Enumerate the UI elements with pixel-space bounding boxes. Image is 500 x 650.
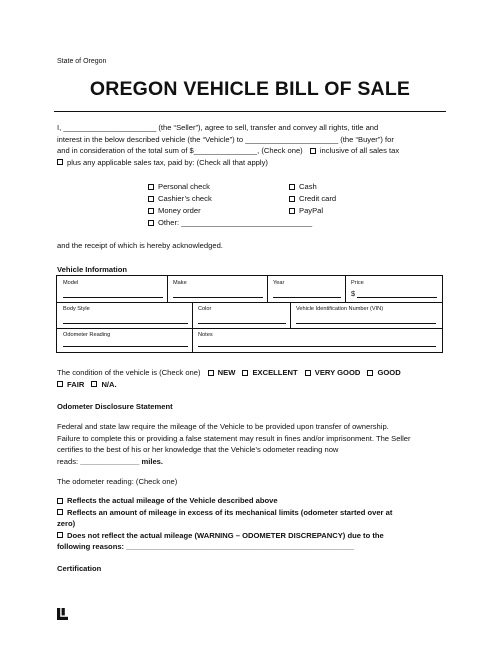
certification-heading: Certification (57, 564, 102, 573)
condition-new-checkbox[interactable] (208, 370, 214, 376)
condition-prompt: The condition of the vehicle is (Check one) (57, 368, 201, 377)
odometer-para-1: Federal and state law require the mileage of the Vehicle to be provided upon transfer of ownership. (57, 422, 389, 431)
payment-personal-check[interactable] (148, 182, 210, 191)
table-col-divider (267, 276, 268, 302)
vehicle-info-table (56, 275, 443, 353)
tax-inclusive-checkbox[interactable] (310, 148, 316, 154)
odometer-reading-label: Odometer Reading (63, 332, 111, 338)
tax-inclusive-label: inclusive of all sales tax (319, 146, 400, 155)
personal-check-checkbox[interactable] (148, 184, 154, 190)
model-field[interactable] (63, 297, 163, 298)
payment-cash[interactable] (289, 182, 317, 191)
odometer-discrepancy-checkbox[interactable] (57, 532, 63, 538)
year-label: Year (273, 280, 285, 286)
year-field[interactable] (273, 297, 341, 298)
condition-na-label: N/A. (101, 379, 117, 389)
credit-card-checkbox[interactable] (289, 196, 295, 202)
body-style-label: Body Style (63, 306, 90, 312)
condition-very-good-label: VERY GOOD (314, 368, 361, 377)
state-label: State of Oregon (57, 58, 107, 65)
odometer-discrepancy-label: Does not reflect the actual mileage (WARNING – ODOMETER DISCREPANCY) due to the (67, 530, 384, 540)
table-col-divider (192, 328, 193, 352)
make-field[interactable] (173, 297, 263, 298)
table-row-divider (57, 302, 442, 303)
odometer-actual-checkbox[interactable] (57, 498, 63, 504)
other-checkbox[interactable] (148, 220, 154, 226)
money-order-label: Money order (158, 206, 201, 215)
odometer-option-1 (57, 495, 278, 507)
odometer-excess-label: Reflects an amount of mileage in excess of its mechanical limits (odometer started over at (67, 507, 393, 517)
color-label: Color (198, 306, 212, 312)
table-row-divider (57, 328, 442, 329)
body-style-field[interactable] (63, 323, 188, 324)
brand-logo-icon (57, 607, 68, 619)
other-label: Other: _______________________________ (158, 218, 313, 227)
receipt-acknowledgement: and the receipt of which is hereby acknowledged. (57, 241, 223, 250)
notes-field[interactable] (198, 346, 436, 347)
paypal-checkbox[interactable] (289, 208, 295, 214)
price-currency: $ (351, 289, 356, 298)
vehicle-info-heading: Vehicle Information (57, 265, 128, 274)
table-col-divider (290, 302, 291, 328)
condition-line-2 (57, 379, 117, 391)
condition-excellent-label: EXCELLENT (252, 368, 298, 377)
intro-line-2: interest in the below described vehicle (the “Vehicle”) to ______________________ (the “Buyer”) for (57, 134, 394, 144)
odometer-para-3: certifies to the best of his or her knowledge that the Vehicle’s odometer reading now (57, 445, 339, 454)
vin-label: Vehicle Identification Number (VIN) (296, 306, 384, 312)
cashiers-check-checkbox[interactable] (148, 196, 154, 202)
odometer-option-3 (57, 530, 384, 542)
make-label: Make (173, 280, 187, 286)
table-col-divider (345, 276, 346, 302)
odometer-reads-field[interactable]: ______________ miles. (80, 456, 163, 466)
condition-fair-label: FAIR (67, 379, 85, 389)
table-col-divider (192, 302, 193, 328)
cash-label: Cash (299, 182, 317, 191)
intro-line-3 (57, 145, 399, 157)
condition-good-checkbox[interactable] (367, 370, 373, 376)
document-title: OREGON VEHICLE BILL OF SALE (89, 78, 411, 100)
odometer-option-2 (57, 507, 392, 519)
payment-paypal[interactable] (289, 206, 323, 215)
odometer-heading: Odometer Disclosure Statement (57, 402, 173, 411)
intro-line-4 (57, 157, 268, 169)
tax-plus-checkbox[interactable] (57, 159, 63, 165)
odometer-check-prompt: The odometer reading: (Check one) (57, 477, 178, 486)
payment-other[interactable] (148, 218, 312, 227)
odometer-actual-label: Reflects the actual mileage of the Vehicle described above (67, 496, 278, 505)
notes-label: Notes (198, 332, 213, 338)
vin-field[interactable] (296, 323, 436, 324)
odometer-reads-line (57, 456, 163, 468)
cash-checkbox[interactable] (289, 184, 295, 190)
payment-money-order[interactable] (148, 206, 201, 215)
price-field[interactable] (357, 297, 437, 298)
model-label: Model (63, 280, 79, 286)
odometer-option-3-cont[interactable]: following reasons: ______________________________________________________ (57, 542, 355, 551)
table-col-divider (167, 276, 168, 302)
paypal-label: PayPal (299, 206, 324, 215)
price-label: Price (351, 280, 364, 286)
intro-line-1: I, ______________________ (the “Seller”), agree to sell, transfer and convey all rights, title and (57, 123, 379, 132)
odometer-option-2-cont: zero) (57, 519, 76, 528)
odometer-reads-label: reads: (57, 456, 79, 466)
odometer-excess-checkbox[interactable] (57, 509, 63, 515)
condition-na-checkbox[interactable] (91, 381, 97, 387)
color-field[interactable] (198, 323, 286, 324)
tax-plus-label: plus any applicable sales tax, paid by: (Check all that apply) (67, 157, 268, 167)
condition-excellent-checkbox[interactable] (242, 370, 248, 376)
condition-line-1 (57, 367, 401, 379)
odometer-para-2: Failure to complete this or providing a false statement may result in fines and/or imprisonment. The Seller (57, 433, 411, 443)
money-order-checkbox[interactable] (148, 208, 154, 214)
odometer-reading-field[interactable] (63, 346, 188, 347)
condition-very-good-checkbox[interactable] (305, 370, 311, 376)
payment-credit-card[interactable] (289, 194, 336, 203)
payment-cashiers-check[interactable] (148, 194, 212, 203)
personal-check-label: Personal check (158, 182, 210, 191)
intro-line-3-text: and in consideration of the total sum of $_______________, (Check one) (57, 146, 303, 155)
condition-good-label: GOOD (377, 368, 401, 377)
title-divider (54, 111, 446, 112)
cashiers-check-label: Cashier’s check (158, 194, 212, 203)
condition-new-label: NEW (217, 368, 236, 377)
condition-fair-checkbox[interactable] (57, 381, 63, 387)
credit-card-label: Credit card (299, 194, 337, 203)
